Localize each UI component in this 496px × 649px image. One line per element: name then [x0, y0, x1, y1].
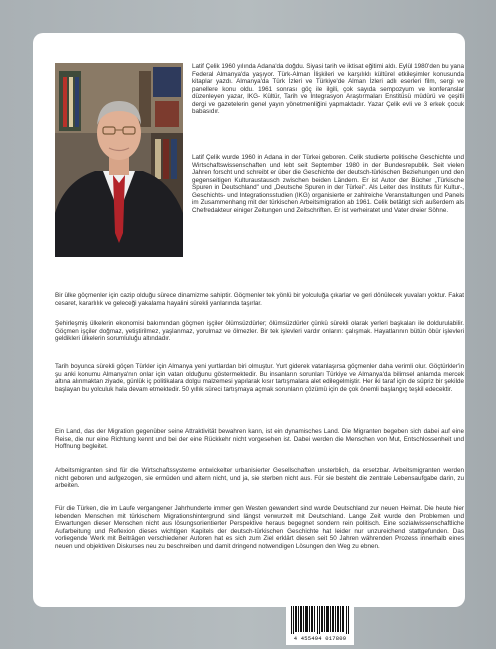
paragraph-tr-2: Şehirleşmiş ülkelerin ekonomisi bakımından göçmen işçiler ölümsüzdürler; ölümsüzdürler çünkü sürekli olarak yerleri başkaları ile doldurulabilir. Göçmen işçiler doğmaz, yetiştirilmez, yaşlanmaz, yorulmaz ve ölmezler. Bir tek işlevleri vardır onların: çalışmak. Hayatlarının bütün öbür işlevleri geldikleri ülkelerin sorumluluğu altındadır. — [55, 320, 464, 343]
barcode-number: 4 455494 017809 — [293, 635, 347, 642]
author-photo — [55, 63, 183, 257]
paragraph-de-2: Arbeitsmigranten sind für die Wirtschaftssysteme entwickelter urbanisierter Gesellschaften unsterblich, da ersetzbar. Arbeitsmigranten werden nicht geboren und aufgezogen, sie ermüden und altern nicht, und ja, sie sterben nicht aus. Für sie besteht die zentrale Lebensaufgabe darin, zu arbeiten. — [55, 467, 464, 490]
paragraph-de-3: Für die Türken, die im Laufe vergangener Jahrhunderte immer gen Westen gewandert sind wurde Deutschland zur neuen Heimat. Die heute hier lebenden Menschen mit türkischem Migrationshintergrund sind längst verwurzelt mit Deutschland. Lange Zeit wurde den Problemen und Erwartungen dieser Menschen nicht aus lösungsorientierter Perspektive heraus begegnet sondern rein politisch. Eine sozialwissenschaftliche Aufarbeitung und Reflexion dieses wichtigen Kapitels der deutsch-türkischen Geschichte hat leider nur unzureichend stattgefunden. Das vorliegende Werk mit Beiträgen verschiedener Autoren hat es sich zum Ziel erklärt diesen seit 50 Jahren währenden Prozess innerhalb eines neuen und objektiven Diskurses neu zu beschreiben und damit dringend notwendigen Lösungen den Weg zu ebnen. — [55, 505, 464, 550]
author-bio-german: Latif Çelik wurde 1960 in Adana in der Türkei geboren. Celik studierte politische Geschichte und Wirtschaftswissenschaften und lebt seit September 1980 in der Bundesrepublik. Seit vielen Jahren forscht und schreibt er über die Geschichte der deutsch-türkischen Beziehungen und den gegenseitigen Kulturaustausch zwischen beiden Ländern. Er ist Autor der Bücher „Türkische Spuren in Deutschland" und „Deutsche Spuren in der Türkei". Als Leiter des Instituts für Kultur-, Geschichts- und Integrationsstudien (IKG) organisierte er zahlreiche Veranstaltungen und Panels im Zusammenhang mit der türkischen Arbeitsmigration ab 1961. Celik betätigt sich außerdem als Chefredakteur einiger Zeitungen und Zeitschriften. Er ist verheiratet und Vater dreier Söhne. — [192, 154, 464, 214]
author-portrait-image — [55, 63, 183, 257]
paragraph-tr-3: Tarih boyunca sürekli göçen Türkler için Almanya yeni yurtlardan biri olmuştur. Yurt giderek vatanlaşırsa göçmenler daha verimli olur. Göçtürkler'in şu anki konumu Almanya'nın onlar için vatan olduğunu göstermektedir. Bu insanların sorunları Türkiye ve Almanya'da bilimsel anlamda mercek altına alınmaktan ziyade, günlük iç politikalara dolgu malzemesi yapılarak kısır tartışmalara alet edilegelmiştir. Her iki taraf için de süpriz bir şekilde başlayan bu yolculuk hala devam etmektedir. 50 yıllık süreci tartışmaya açmak sorunların çözümü için de çok önemli başlangıç teşkil edecektir. — [55, 363, 464, 393]
author-bio-turkish: Latif Çelik 1960 yılında Adana'da doğdu. Siyasi tarih ve iktisat eğitimi aldı. Eylül 1980'den bu yana Federal Almanya'da yaşıyor. Türk-Alman İlişkileri ve karşılıklı kültürel etkileşimler konusunda kitaplar yazdı. Almanya'da Türk İzleri ve Türkiye'de Alman İzleri adlı eserleri film, sergi ve panellere konu oldu. 1961 sonrası göç ile ilgili, çok sayıda sempozyum ve konferanslar düzenleyen yazar, IKG- Kültür, Tarih ve İntegrasyon Araştırmaları Enstitüsü müdürü ve çeşitli dergi ve gazetelerin genel yayın yönetmenliğini yapmaktadır. Yazar Çelik evli ve 3 erkek çocuk babasıdır. — [192, 63, 464, 116]
barcode — [286, 602, 354, 645]
paragraph-de-1: Ein Land, das der Migration gegenüber seine Attraktivität bewahren kann, ist ein dynamisches Land. Die Migranten begeben sich dabei auf eine Reise, die nur eine Richtung kennt und bei der eine Rückkehr nicht vorgesehen ist. Dabei werden die Menschen von Mut, Entschlossenheit und Hoffnung begleitet. — [55, 428, 464, 451]
paragraph-tr-1: Bir ülke göçmenler için cazip olduğu sürece dinamizme sahiptir. Göçmenler tek yönlü bir yolculuğa çıkarlar ve geri dönülecek yuvaları yoktur. Fakat cesaret, kararlılık ve geleceği yakalama hayalini sürekli yanlarında taşırlar. — [55, 292, 464, 307]
barcode-bars-icon — [291, 606, 349, 634]
